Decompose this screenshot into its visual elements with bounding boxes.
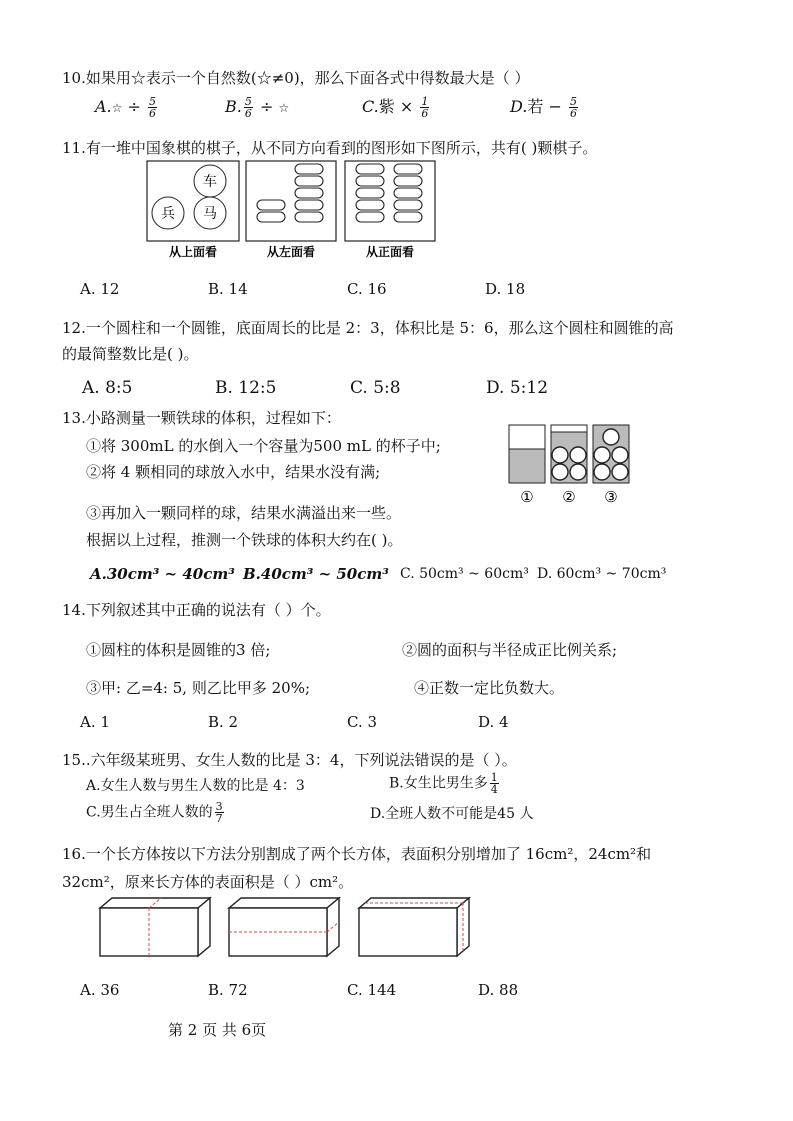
- q10-option-c: [362, 96, 431, 119]
- chess-piece-side: [257, 212, 285, 222]
- q16-cuboid-1: [98, 896, 213, 960]
- chess-piece-side: [394, 188, 422, 198]
- chess-piece-side: [356, 212, 384, 222]
- q10-a-star: ☆: [111, 101, 123, 115]
- q11-left-view-figure: [245, 160, 340, 260]
- q14-option-b: B. 2: [208, 713, 239, 731]
- q16-cuboid-3: [357, 896, 472, 960]
- q12-option-d: D. 5:12: [486, 378, 549, 398]
- caption-top-view: 从上面看: [168, 245, 218, 259]
- q11-option-d: D. 18: [485, 280, 526, 298]
- chess-piece-side: [394, 164, 422, 174]
- q10-d-label: D.: [510, 97, 528, 116]
- page-footer: 第 2 页 共 6页: [168, 1021, 267, 1039]
- cup-label-3: ③: [604, 488, 618, 506]
- chess-piece-side: [295, 164, 323, 174]
- q10-b-star: ☆: [278, 101, 290, 115]
- caption-left-view: 从左面看: [266, 245, 316, 259]
- q10-a-op: ÷: [127, 97, 141, 116]
- q10-d-op: −: [548, 97, 562, 116]
- chess-piece-side: [295, 200, 323, 210]
- chess-piece-side: [356, 176, 384, 186]
- q13-cups-figure: [505, 422, 635, 506]
- q11-option-a: A. 12: [80, 280, 120, 298]
- q13-option-d: D. 60cm³ ~ 70cm³: [537, 566, 667, 582]
- q10-option-a: [95, 96, 159, 119]
- q16-line2: 32cm²，原来长方体的表面积是（ ）cm²。: [62, 873, 354, 891]
- q10-b-op: ÷: [259, 97, 274, 116]
- q14-statement2: ②圆的面积与半径成正比例关系;: [402, 641, 618, 659]
- q14-option-c: C. 3: [347, 713, 378, 731]
- q10-option-b: [225, 96, 289, 119]
- chess-piece-side: [295, 176, 323, 186]
- q14-statement4: ④正数一定比负数大。: [414, 679, 565, 697]
- q11-option-c: C. 16: [347, 280, 387, 298]
- q14-statement3: ③甲: 乙=4: 5, 则乙比甲多 20%;: [86, 679, 310, 697]
- chess-piece-side: [394, 176, 422, 186]
- fraction-1-6: $\frac{1}{6}$: [421, 95, 429, 120]
- chess-piece-side: [394, 200, 422, 210]
- q10-option-d: [510, 96, 580, 119]
- q15-option-a: A.女生人数与男生人数的比是 4：3: [86, 778, 305, 794]
- fraction-3-7: $\frac{3}{7}$: [215, 800, 223, 825]
- q14-stem: 14.下列叙述其中正确的说法有（ ）个。: [62, 601, 331, 619]
- q13-stem: 13.小路测量一颗铁球的体积，过程如下：: [62, 409, 341, 427]
- q15-option-b-text: B.女生比男生多: [389, 775, 488, 792]
- q10-a-label: A.: [95, 97, 112, 116]
- q13-option-a: A.30cm³ ~ 40cm³: [90, 565, 235, 583]
- fraction-1-4: $\frac{1}{4}$: [490, 771, 498, 796]
- chess-piece-side: [257, 200, 285, 210]
- q12-option-b: B. 12:5: [215, 378, 277, 398]
- caption-front-view: 从正面看: [365, 245, 415, 259]
- q16-option-d: D. 88: [478, 981, 519, 999]
- chess-piece-side: [295, 188, 323, 198]
- q12-option-c: C. 5:8: [350, 378, 401, 398]
- q10-b-label: B.: [225, 97, 242, 116]
- q15-option-d: D.全班人数不可能是45 人: [370, 806, 534, 822]
- piece-che: 车: [203, 174, 217, 190]
- q12-line1: 12.一个圆柱和一个圆锥，底面周长的比是 2：3，体积比是 5：6，那么这个圆柱和圆锥的高: [62, 319, 674, 337]
- chess-piece-side: [295, 212, 323, 222]
- q10-stem: 10.如果用☆表示一个自然数(☆≠0)，那么下面各式中得数最大是（ ）: [62, 69, 530, 87]
- q12-line2: 的最简整数比是( )。: [62, 345, 199, 363]
- cup-label-1: ①: [520, 488, 534, 506]
- q10-c-label: C.: [362, 97, 379, 116]
- q16-option-c: C. 144: [347, 981, 397, 999]
- q14-statement1: ①圆柱的体积是圆锥的3 倍;: [86, 641, 271, 659]
- piece-ma: 马: [203, 206, 217, 222]
- q11-top-view-figure: [146, 160, 241, 260]
- chess-piece-side: [356, 164, 384, 174]
- cup-label-2: ②: [562, 488, 576, 506]
- q15-option-c-text: C.男生占全班人数的: [86, 804, 213, 821]
- q13-step1: ①将 300mL 的水倒入一个容量为500 mL 的杯子中;: [86, 437, 441, 455]
- chess-piece-side: [356, 200, 384, 210]
- q16-cuboid-2: [227, 896, 342, 960]
- chess-piece-side: [356, 188, 384, 198]
- q13-step2: ②将 4 颗相同的球放入水中，结果水没有满;: [86, 463, 381, 481]
- q15-option-b: [389, 772, 501, 795]
- q14-option-d: D. 4: [478, 713, 509, 731]
- q13-option-c: C. 50cm³ ~ 60cm³: [400, 566, 529, 582]
- chess-piece-side: [394, 212, 422, 222]
- q14-option-a: A. 1: [80, 713, 110, 731]
- q10-d-word: 若: [527, 97, 544, 116]
- fraction-5-6: $\frac{5}{6}$: [569, 95, 577, 120]
- q13-step4: 根据以上过程，推测一个铁球的体积大约在( )。: [86, 531, 403, 549]
- piece-bing: 兵: [161, 206, 175, 222]
- q11-front-view-figure: [344, 160, 439, 260]
- q16-line1: 16.一个长方体按以下方法分别割成了两个长方体，表面积分别增加了 16cm²，24cm²和: [62, 845, 652, 863]
- fraction-5-6: $\frac{5}{6}$: [149, 95, 156, 120]
- q16-option-b: B. 72: [208, 981, 248, 999]
- q12-option-a: A. 8:5: [82, 378, 133, 398]
- q11-option-b: B. 14: [208, 280, 248, 298]
- q11-stem: 11.有一堆中国象棋的棋子，从不同方向看到的图形如下图所示，共有( )颗棋子。: [62, 139, 598, 157]
- q13-option-b: B.40cm³ ~ 50cm³: [243, 565, 389, 583]
- q10-c-word: 紫: [378, 97, 395, 116]
- q10-c-op: ×: [399, 97, 414, 116]
- q16-option-a: A. 36: [80, 981, 120, 999]
- q15-stem: 15..六年级某班男、女生人数的比是 3：4，下列说法错误的是（ ）。: [62, 751, 517, 769]
- q13-step3: ③再加入一颗同样的球，结果水满溢出来一些。: [86, 504, 402, 522]
- fraction-5-6: $\frac{5}{6}$: [244, 95, 252, 120]
- q15-option-c: [86, 801, 226, 824]
